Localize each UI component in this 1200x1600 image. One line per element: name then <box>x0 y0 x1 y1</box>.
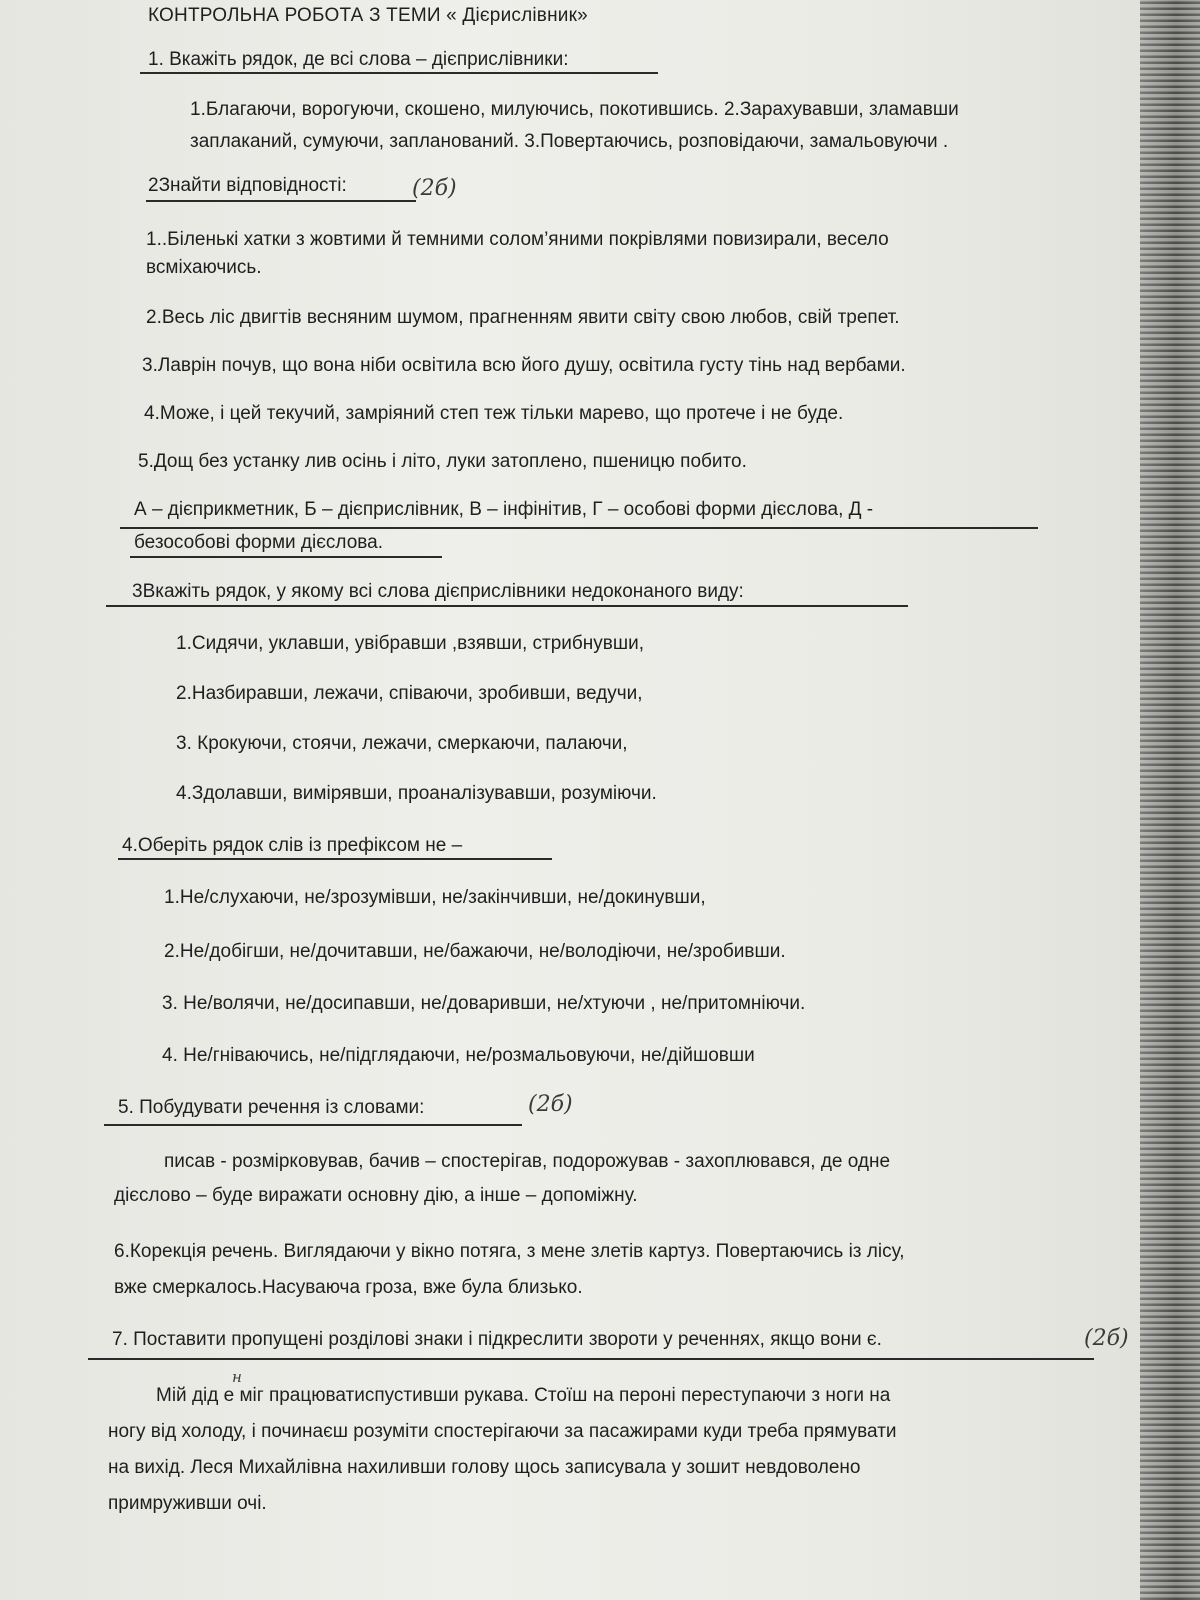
q4-option: 2.Не/добігши, не/дочитавши, не/бажаючи, не/володіючи, не/зробивши. <box>164 941 786 962</box>
q7-line: Мій дід е міг працюватиспустивши рукава. Стоїш на пероні переступаючи з ноги на <box>156 1385 891 1406</box>
q7-line: на вихід. Леся Михайлівна нахиливши голову щось записувала у зошит невдоволено <box>108 1457 861 1478</box>
q7-heading: 7. Поставити пропущені розділові знаки і підкреслити звороти у реченнях, якщо вони є. <box>112 1329 882 1350</box>
q2-sentence: 1..Біленькі хатки з жовтими й темними солом’яними покрівлями повизирали, весело <box>146 229 889 250</box>
q2-underline <box>146 200 416 202</box>
q6-line: вже смеркалось.Насуваюча гроза, вже була близько. <box>114 1277 583 1298</box>
q2-sentence: 3.Лаврін почув, що вона ніби освітила всю його душу, освітила густу тінь над вербами. <box>142 355 906 376</box>
q4-option: 3. Не/волячи, не/досипавши, не/доваривши, не/хтуючи , не/притомніючи. <box>162 993 806 1014</box>
q2-sentence: 4.Може, і цей текучий, замріяний степ теж тільки марево, що протече і не буде. <box>144 403 844 424</box>
q1-heading: 1. Вкажіть рядок, де всі слова – дієприслівники: <box>148 49 569 70</box>
q5-score-mark: (2б) <box>528 1092 573 1117</box>
q3-option: 2.Назбиравши, лежачи, співаючи, зробивши, ведучи, <box>176 683 643 704</box>
q2-options: безособові форми дієслова. <box>134 532 384 553</box>
q7-line: ногу від холоду, і починаєш розуміти спостерігаючи за пасажирами куди треба прямувати <box>108 1421 897 1442</box>
q3-underline <box>106 605 908 607</box>
q4-option: 4. Не/гніваючись, не/підглядаючи, не/розмальовуючи, не/дійшовши <box>162 1045 755 1066</box>
q7-underline <box>88 1358 1094 1360</box>
q4-underline <box>118 858 552 860</box>
q3-option: 1.Сидячи, уклавши, увібравши ,взявши, стрибнувши, <box>176 633 645 654</box>
q3-option: 3. Крокуючи, стоячи, лежачи, смеркаючи, палаючи, <box>176 733 628 754</box>
q2-sentence: всміхаючись. <box>146 257 262 278</box>
q7-score-mark: (2б) <box>1084 1326 1129 1351</box>
page-edge-shadow <box>1140 0 1200 1600</box>
q1-line: заплаканий, сумуючи, запланований. 3.Повертаючись, розповідаючи, замальовуючи . <box>190 131 949 152</box>
q2-sentence: 5.Дощ без устанку лив осінь і літо, луки затоплено, пшеницю побито. <box>138 451 747 472</box>
q4-option: 1.Не/слухаючи, не/зрозумівши, не/закінчивши, не/докинувши, <box>164 887 706 908</box>
q7-line: примруживши очі. <box>108 1493 267 1514</box>
q5-line: дієслово – буде виражати основну дію, а інше – допоміжну. <box>114 1185 638 1206</box>
q4-heading: 4.Оберіть рядок слів із префіксом не – <box>122 835 463 856</box>
q2-options-underline <box>130 556 442 558</box>
q5-heading: 5. Побудувати речення із словами: <box>118 1097 425 1118</box>
q3-heading: 3Вкажіть рядок, у якому всі слова дієприслівники недоконаного виду: <box>132 581 744 602</box>
page-title: КОНТРОЛЬНА РОБОТА З ТЕМИ « Дієрислівник» <box>148 5 588 26</box>
q1-underline <box>140 72 658 74</box>
q7-insert-mark: н <box>232 1368 242 1386</box>
q5-underline <box>104 1124 522 1126</box>
q5-line: писав - розмірковував, бачив – спостерігав, подорожував - захоплювався, де одне <box>164 1151 891 1172</box>
q2-sentence: 2.Весь ліс двигтів весняним шумом, прагненням явити світу свою любов, свій трепет. <box>146 307 900 328</box>
q1-line: 1.Благаючи, ворогуючи, скошено, милуючись, покотившись. 2.Зарахувавши, зламавши <box>190 99 959 120</box>
q3-option: 4.Здолавши, вимірявши, проаналізувавши, розуміючи. <box>176 783 657 804</box>
q6-line: 6.Корекція речень. Виглядаючи у вікно потяга, з мене злетів картуз. Повертаючись із лісу, <box>114 1241 905 1262</box>
q2-score-mark: (2б) <box>412 176 457 201</box>
q2-options-underline <box>120 527 1038 529</box>
q2-options: А – дієприкметник, Б – дієприслівник, В – інфінітив, Г – особові форми дієслова, Д - <box>134 499 874 520</box>
q2-heading: 2Знайти відповідності: <box>148 175 347 196</box>
